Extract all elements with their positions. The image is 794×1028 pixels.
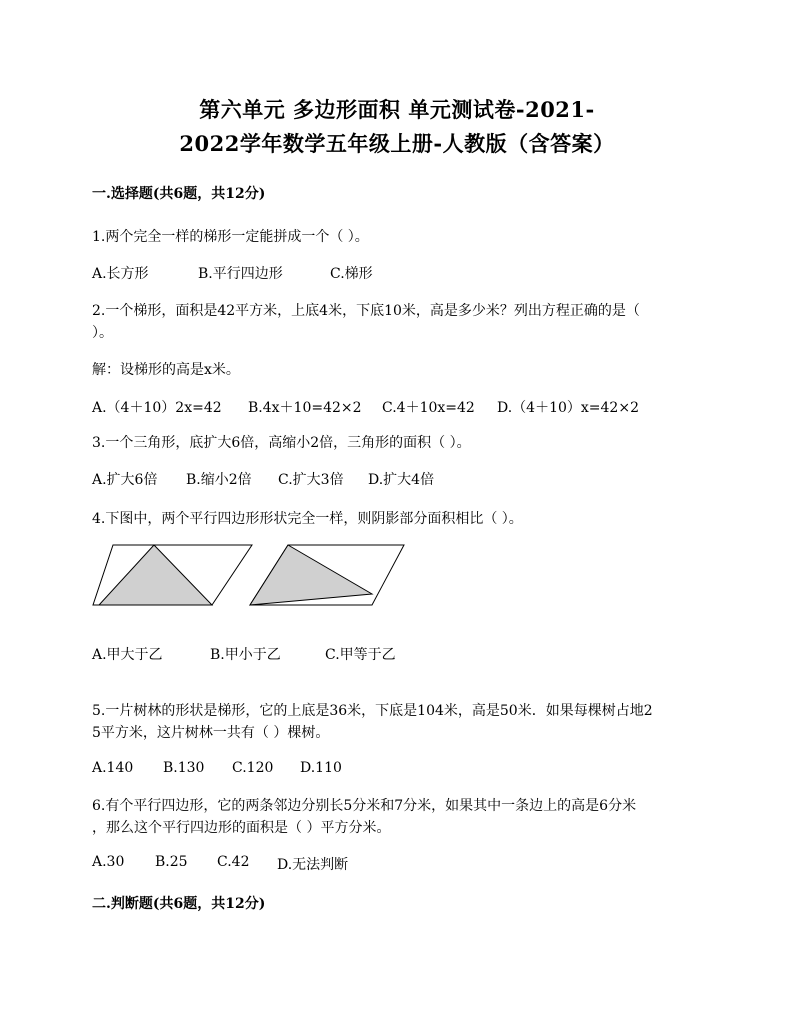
q3-option-b: B.缩小2倍 [186,472,252,488]
q1-stem: 1.两个完全一样的梯形一定能拼成一个（ ）。 [92,229,369,245]
q5-option-a: A.140 [92,760,134,776]
q2-note: 解：设梯形的高是x米。 [92,362,240,378]
q2-option-a: A.（4＋10）2x=42 [92,400,222,416]
q4-option-a: A.甲大于乙 [92,647,163,663]
section1-heading: 一.选择题(共6题，共12分) [92,186,266,202]
document-title-line1: 第六单元 多边形面积 单元测试卷-2021- [199,97,595,122]
q6-option-a: A.30 [92,854,125,870]
q3-option-d: D.扩大4倍 [368,472,435,488]
q6-option-b: B.25 [155,854,188,870]
q2-option-c: C.4＋10x=42 [382,400,475,416]
q4-option-c: C.甲等于乙 [325,647,396,663]
q5-option-c: C.120 [232,760,274,776]
q5-stem-line1: 5.一片树林的形状是梯形，它的上底是36米，下底是104米，高是50米．如果每棵树占地2 [92,703,653,719]
q2-option-d: D.（4＋10）x=42×2 [497,400,639,416]
q5-stem-line2: 5平方米，这片树林一共有（ ）棵树。 [92,725,330,741]
q3-option-c: C.扩大3倍 [278,472,344,488]
q4-option-b: B.甲小于乙 [210,647,281,663]
q5-option-d: D.110 [300,760,342,776]
q3-stem: 3.一个三角形，底扩大6倍，高缩小2倍，三角形的面积（ ）。 [92,435,471,451]
q2-stem-line2: ）。 [92,325,113,341]
section2-heading: 二.判断题(共6题，共12分) [92,896,266,912]
q2-stem-line1: 2.一个梯形，面积是42平方米，上底4米，下底10米，高是多少米？列出方程正确的是（ [92,303,640,319]
q2-option-b: B.4x＋10=42×2 [248,400,362,416]
q3-option-a: A.扩大6倍 [92,472,158,488]
document-title-line2: 2022学年数学五年级上册-人教版（含答案） [179,131,615,156]
q6-stem-line2: ，那么这个平行四边形的面积是（ ）平方分米。 [92,820,391,836]
q6-option-d: D.无法判断 [277,857,349,873]
q1-option-b: B.平行四边形 [198,266,283,282]
q1-option-c: C.梯形 [330,266,373,282]
q5-option-b: B.130 [163,760,205,776]
parallelogram-figure [92,543,412,609]
q6-stem-line1: 6.有个平行四边形，它的两条邻边分别长5分米和7分米，如果其中一条边上的高是6分米 [92,798,637,814]
q4-stem: 4.下图中，两个平行四边形形状完全一样，则阴影部分面积相比（ ）。 [92,511,523,527]
q6-option-c: C.42 [217,854,250,870]
q1-option-a: A.长方形 [92,266,149,282]
